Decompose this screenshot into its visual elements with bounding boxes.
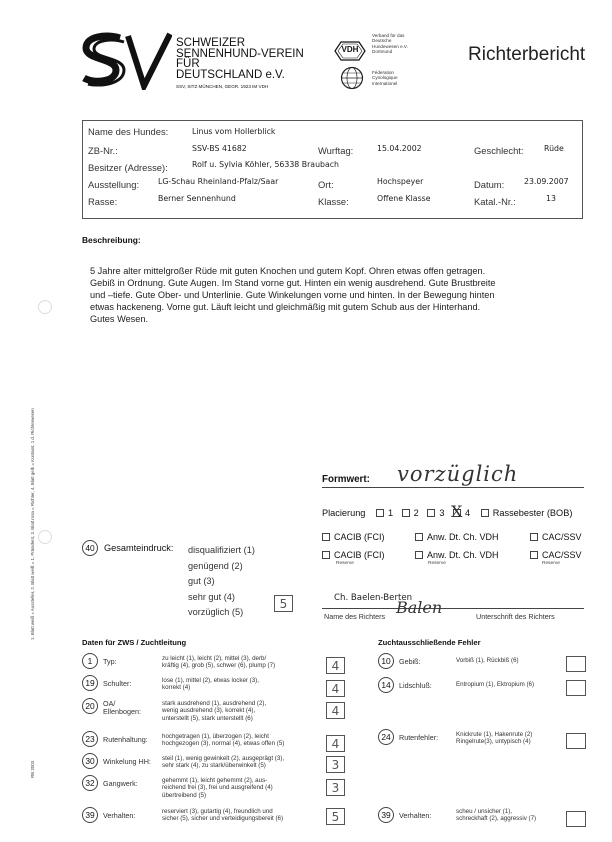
title-res-anw[interactable] xyxy=(415,550,499,560)
zws-value-box[interactable]: 4 xyxy=(326,735,345,752)
checkbox-icon xyxy=(427,509,435,517)
vdh-text-line: Deutsche xyxy=(372,38,392,44)
reserve-label: Reserve xyxy=(542,561,560,566)
checkbox-icon xyxy=(530,551,538,559)
title-cacib[interactable] xyxy=(322,532,385,542)
besitzer-label: Besitzer (Adresse): xyxy=(88,162,168,173)
datum-value: 23.09.2007 xyxy=(524,177,569,186)
zws-row-desc: reserviert (3), gutartig (4), freundlich und sicher (5), sicher und verteidigungsbereit (6) xyxy=(162,808,284,823)
zws-value-box[interactable]: 3 xyxy=(326,756,345,773)
fehler-row-desc: Entropium (1), Ektropium (6) xyxy=(456,681,535,688)
title-label: CACIB (FCI) xyxy=(334,550,385,560)
fehler-row-label: Lidschluß: xyxy=(399,681,432,690)
placierung-label: Placierung xyxy=(322,508,366,518)
ssv-logo xyxy=(80,32,172,90)
fehler-num-badge: 24 xyxy=(378,729,394,745)
reserve-label: Reserve xyxy=(336,561,354,566)
gesamt-value-box[interactable]: 5 xyxy=(274,595,293,612)
org-line3: FÜR xyxy=(176,58,200,70)
zws-num-badge: 1 xyxy=(82,653,98,669)
zws-num-badge: 39 xyxy=(82,807,98,823)
punch-hole-mark xyxy=(38,300,52,314)
gesamt-option: sehr gut (4) xyxy=(188,591,235,602)
side-copy-note: 1. Blatt weiß = Aussteller, 2. Blatt weiß = 1. Präsident, 3. Blatt rosa = Richter, 4. Blatt gelb = Kontaint, 1 d. Richterwesen xyxy=(30,408,35,640)
beschreibung-text xyxy=(90,265,496,325)
richter-name: Ch. Baelen-Berten xyxy=(334,593,413,603)
zws-row-desc: zu leicht (1), leicht (2), mittel (3), derb/ kräftig (4), grob (5), schwer (6), plump (7) xyxy=(162,655,276,670)
zws-value-box[interactable]: 4 xyxy=(326,702,345,719)
fehler-value-box[interactable] xyxy=(566,656,586,672)
zws-num-badge: 32 xyxy=(82,775,98,791)
zws-num-badge: 20 xyxy=(82,698,98,714)
fci-text xyxy=(372,70,398,86)
formwert-label: Formwert: xyxy=(322,474,370,485)
punch-hole-mark xyxy=(38,530,52,544)
checkbox-icon xyxy=(322,533,330,541)
geschlecht-label: Geschlecht: xyxy=(474,145,524,156)
org-sub: SSV, SITZ MÜNCHEN, GEGR. 1923 IM VDH xyxy=(176,84,269,89)
zws-num-badge: 19 xyxy=(82,675,98,691)
ausstellung-value: LG-Schau Rheinland-Pfalz/Saar xyxy=(158,177,279,186)
placierung-option-label: 1 xyxy=(387,508,394,518)
placierung-option-label: 3 xyxy=(439,508,445,518)
formwert-line xyxy=(322,487,584,488)
checkbox-icon xyxy=(402,509,410,517)
zws-row-desc: steil (1), wenig gewinkelt (2), ausgeprägt (3), sehr stark (4), zu stark/überwinkelt (5) xyxy=(162,755,285,770)
fci-emblem xyxy=(340,66,364,90)
zws-row-label: Rutenhaltung: xyxy=(103,735,148,744)
checkbox-icon xyxy=(481,509,489,517)
placierung-row xyxy=(322,502,573,521)
doc-title: Richterbericht xyxy=(468,44,586,65)
placierung-option-2[interactable] xyxy=(402,508,419,518)
fehler-num-badge: 39 xyxy=(378,807,394,823)
datum-label: Datum: xyxy=(474,179,505,190)
vdh-text-line: Hundewesen e.V. xyxy=(372,43,408,49)
beschreibung-line: Gebiß in Ordnung. Gute Augen. Im Stand vorne gut. Hinten ein wenig ausdrehend. Gute Brustbreite xyxy=(90,278,496,288)
ort-value: Hochspeyer xyxy=(377,177,424,186)
katal-value: 13 xyxy=(546,194,556,203)
ssv-logo-icon xyxy=(80,32,172,90)
zws-row-label: Typ: xyxy=(103,657,117,666)
vdh-badge-text: VDH xyxy=(341,45,359,54)
name-value: Linus vom Hollerblick xyxy=(192,127,276,136)
checkbox-icon xyxy=(415,533,423,541)
klasse-label: Klasse: xyxy=(318,196,349,207)
placierung-option-4[interactable] xyxy=(451,502,471,521)
beschreibung-line: etwas hackeneng. Vorne gut. Läuft leicht und gleichmäßig mit gutem Schub aus der Hinterhand. xyxy=(90,302,481,312)
vdh-badge xyxy=(332,40,368,62)
fehler-title: Zuchtausschließende Fehler xyxy=(378,638,481,647)
zws-row-desc: stark ausdrehend (1), ausdrehend (2), wenig ausdrehend (3), korrekt (4), unterstellt (5), stark unterstellt (6) xyxy=(162,700,267,722)
checkbox-icon xyxy=(530,533,538,541)
gesamt-option: vorzüglich (5) xyxy=(188,607,244,618)
handwritten-check-mark: X xyxy=(451,502,463,521)
zws-value-box[interactable]: 5 xyxy=(326,808,345,825)
klasse-value: Offene Klasse xyxy=(377,194,431,203)
fehler-row-label: Gebiß: xyxy=(399,657,421,666)
title-label: Anw. Dt. Ch. VDH xyxy=(427,550,499,560)
org-line2: SENNENHUND-VEREIN xyxy=(176,47,304,60)
zws-row-label: Winkelung HH: xyxy=(103,757,151,766)
formwert-value: vorzüglich xyxy=(397,462,519,486)
bob-option[interactable] xyxy=(481,508,573,518)
zws-value-box[interactable]: 4 xyxy=(326,680,345,697)
fehler-value-box[interactable] xyxy=(566,733,586,749)
vdh-text-line: Verband für das xyxy=(372,33,405,38)
title-res-cacib[interactable] xyxy=(322,550,385,560)
zws-row-label: Schulter: xyxy=(103,679,132,688)
richter-signature: Balen xyxy=(396,598,443,617)
fehler-row-desc: scheu / unsicher (1), schreckhaft (2), aggressiv (7) xyxy=(456,808,537,823)
fehler-value-box[interactable] xyxy=(566,811,586,827)
vdh-text xyxy=(372,33,408,55)
gesamt-options xyxy=(188,543,255,621)
katal-label: Katal.-Nr.: xyxy=(474,196,516,207)
ort-label: Ort: xyxy=(318,179,334,190)
checkbox-icon xyxy=(415,551,423,559)
org-line4: DEUTSCHLAND e.V. xyxy=(176,68,285,81)
richter-line xyxy=(322,608,584,609)
title-res-cac[interactable] xyxy=(530,550,582,560)
geschlecht-value: Rüde xyxy=(544,144,564,153)
placierung-option-label: 4 xyxy=(465,508,471,518)
zws-num-badge: 30 xyxy=(82,753,98,769)
placierung-option-3[interactable] xyxy=(427,508,444,518)
title-anw[interactable] xyxy=(415,532,499,542)
title-label: CAC/SSV xyxy=(542,532,582,542)
fci-text-line: Internationel xyxy=(372,80,398,86)
beschreibung-line: Gutes Wesen. xyxy=(90,314,149,324)
title-cac[interactable] xyxy=(530,532,582,542)
gesamt-option: genügend (2) xyxy=(188,560,243,571)
beschreibung-line: und –tiefe. Gute Ober- und Unterlinie. Gute Winkelungen vorne und hinten. In der Bewegung hinten xyxy=(90,290,495,300)
fehler-value-box[interactable] xyxy=(566,680,586,696)
richter-sig-label: Unterschrift des Richters xyxy=(476,612,555,621)
checkbox-icon xyxy=(376,509,384,517)
gesamt-label: Gesamteindruck: xyxy=(104,543,174,553)
fci-globe-icon xyxy=(340,66,364,90)
org-line1: SCHWEIZER xyxy=(176,37,245,49)
title-label: Anw. Dt. Ch. VDH xyxy=(427,532,499,542)
zws-num-badge: 23 xyxy=(82,731,98,747)
fehler-row-label: Rutenfehler: xyxy=(399,733,439,742)
zws-row-label: Verhalten: xyxy=(103,811,136,820)
beschreibung-label: Beschreibung: xyxy=(82,235,141,245)
reserve-label: Reserve xyxy=(428,561,446,566)
zb-label: ZB-Nr.: xyxy=(88,145,118,156)
rasse-label: Rasse: xyxy=(88,196,118,207)
vdh-text-line: Dortmund xyxy=(372,49,393,55)
zws-value-box[interactable]: 3 xyxy=(326,779,345,796)
zws-row-label: Gangwerk: xyxy=(103,779,138,788)
zws-title: Daten für ZWS / Zuchtleitung xyxy=(82,638,187,647)
rasse-value: Berner Sennenhund xyxy=(158,194,236,203)
name-label: Name des Hundes: xyxy=(88,126,169,137)
gesamt-option: gut (3) xyxy=(188,576,215,587)
zws-row-desc: gehemmt (1), leicht gehemmt (2), aus- reichend frei (3), frei und ausgreifend (4) übertreibend (5) xyxy=(162,777,273,799)
gesamt-option: disqualifiziert (1) xyxy=(188,545,255,555)
title-label: CAC/SSV xyxy=(542,550,582,560)
placierung-option-1[interactable] xyxy=(376,508,393,518)
placierung-option-label: 2 xyxy=(413,508,419,518)
gesamt-number-badge: 40 xyxy=(82,540,98,556)
form-code: RB 2003 xyxy=(30,760,35,778)
zws-row-label: OA/ Ellenbogen: xyxy=(103,699,141,716)
org-name xyxy=(176,38,304,93)
besitzer-value: Rolf u. Sylvia Köhler, 56338 Braubach xyxy=(192,160,339,169)
zws-row-desc: hochgetragen (1), überzogen (2), leicht hochgezogen (3), normal (4), etwas offen (5) xyxy=(162,733,285,748)
bob-label: Rassebester (BOB) xyxy=(492,508,573,518)
ausstellung-label: Ausstellung: xyxy=(88,179,140,190)
fci-text-line: Cynologique xyxy=(372,75,398,81)
wurftag-value: 15.04.2002 xyxy=(377,144,422,153)
zb-value: SSV-BS 41682 xyxy=(192,144,247,153)
fci-text-line: Féderation xyxy=(372,70,394,75)
zws-row-desc: lose (1), mittel (2), etwas locker (3), korrekt (4) xyxy=(162,677,259,692)
fehler-row-label: Verhalten: xyxy=(399,811,432,820)
title-label: CACIB (FCI) xyxy=(334,532,385,542)
fehler-row-desc: Vorbiß (1), Rückbiß (6) xyxy=(456,657,519,664)
fehler-num-badge: 14 xyxy=(378,677,394,693)
fehler-row-desc: Knickrute (1), Hakenrute (2) Ringelrute(3), untypisch (4) xyxy=(456,731,533,746)
wurftag-label: Wurftag: xyxy=(318,145,354,156)
richter-name-label: Name des Richters xyxy=(324,612,386,621)
zws-value-box[interactable]: 4 xyxy=(326,657,345,674)
fehler-num-badge: 10 xyxy=(378,653,394,669)
checkbox-icon xyxy=(322,551,330,559)
beschreibung-line: 5 Jahre alter mittelgroßer Rüde mit guten Knochen und gutem Kopf. Ohren etwas offen getragen. xyxy=(90,266,486,276)
